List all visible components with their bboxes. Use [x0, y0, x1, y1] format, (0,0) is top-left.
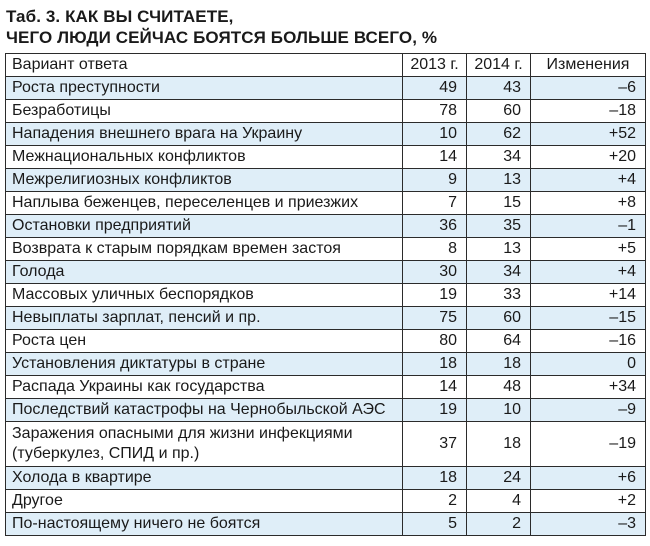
- row-value-2014: 18: [467, 422, 531, 467]
- row-value-2014: 34: [467, 261, 531, 284]
- row-change: –19: [531, 422, 646, 467]
- header-2014: 2014 г.: [467, 54, 531, 77]
- row-value-2013: 5: [403, 513, 467, 536]
- row-value-2013: 80: [403, 330, 467, 353]
- row-value-2013: 37: [403, 422, 467, 467]
- row-label: Массовых уличных беспорядков: [6, 284, 403, 307]
- title-line-2: ЧЕГО ЛЮДИ СЕЙЧАС БОЯТСЯ БОЛЬШЕ ВСЕГО, %: [6, 28, 438, 47]
- row-label: Остановки предприятий: [6, 215, 403, 238]
- table-row: [6, 238, 646, 261]
- row-change: +4: [531, 261, 646, 284]
- table-row: [6, 100, 646, 123]
- row-label: По-настоящему ничего не боятся: [6, 513, 403, 536]
- row-value-2014: 15: [467, 192, 531, 215]
- row-label: Наплыва беженцев, переселенцев и приезжих: [6, 192, 403, 215]
- row-value-2013: 14: [403, 376, 467, 399]
- row-label: Распада Украины как государства: [6, 376, 403, 399]
- table-row: [6, 490, 646, 513]
- row-value-2013: 30: [403, 261, 467, 284]
- table-row: [6, 169, 646, 192]
- survey-table: [5, 53, 646, 536]
- row-change: +6: [531, 467, 646, 490]
- row-change: –9: [531, 399, 646, 422]
- row-value-2014: 64: [467, 330, 531, 353]
- row-label: Установления диктатуры в стране: [6, 353, 403, 376]
- row-value-2013: 19: [403, 399, 467, 422]
- row-value-2014: 60: [467, 100, 531, 123]
- row-label: Роста преступности: [6, 77, 403, 100]
- row-label: Возврата к старым порядкам времен застоя: [6, 238, 403, 261]
- row-label: Межнациональных конфликтов: [6, 146, 403, 169]
- table-row: [6, 513, 646, 536]
- row-value-2014: 33: [467, 284, 531, 307]
- table-title: [6, 6, 650, 48]
- row-value-2014: 60: [467, 307, 531, 330]
- header-change: Изменения: [531, 54, 646, 77]
- row-label: Другое: [6, 490, 403, 513]
- table-row: [6, 330, 646, 353]
- row-value-2013: 75: [403, 307, 467, 330]
- row-value-2014: 35: [467, 215, 531, 238]
- table-row: [6, 376, 646, 399]
- row-change: –18: [531, 100, 646, 123]
- row-value-2014: 13: [467, 169, 531, 192]
- row-change: +34: [531, 376, 646, 399]
- row-value-2013: 8: [403, 238, 467, 261]
- row-change: +2: [531, 490, 646, 513]
- row-label: Межрелигиозных конфликтов: [6, 169, 403, 192]
- header-2013: 2013 г.: [403, 54, 467, 77]
- row-value-2013: 18: [403, 353, 467, 376]
- row-label: Голода: [6, 261, 403, 284]
- table-row: [6, 422, 646, 467]
- row-value-2013: 18: [403, 467, 467, 490]
- table-row: [6, 467, 646, 490]
- row-value-2014: 62: [467, 123, 531, 146]
- row-value-2013: 9: [403, 169, 467, 192]
- row-value-2013: 2: [403, 490, 467, 513]
- row-value-2014: 4: [467, 490, 531, 513]
- table-row: [6, 353, 646, 376]
- row-label: Невыплаты зарплат, пенсий и пр.: [6, 307, 403, 330]
- table-row: [6, 215, 646, 238]
- row-change: –6: [531, 77, 646, 100]
- row-value-2014: 48: [467, 376, 531, 399]
- row-value-2014: 10: [467, 399, 531, 422]
- row-change: +52: [531, 123, 646, 146]
- header-row: [6, 54, 646, 77]
- row-change: +4: [531, 169, 646, 192]
- row-value-2013: 49: [403, 77, 467, 100]
- row-value-2013: 14: [403, 146, 467, 169]
- table-row: [6, 399, 646, 422]
- row-change: –15: [531, 307, 646, 330]
- table-row: [6, 123, 646, 146]
- table-row: [6, 146, 646, 169]
- table-row: [6, 192, 646, 215]
- row-value-2014: 43: [467, 77, 531, 100]
- row-label: Нападения внешнего врага на Украину: [6, 123, 403, 146]
- row-change: +5: [531, 238, 646, 261]
- row-value-2013: 10: [403, 123, 467, 146]
- table-row: [6, 77, 646, 100]
- row-label: Последствий катастрофы на Чернобыльской АЭС: [6, 399, 403, 422]
- row-change: –3: [531, 513, 646, 536]
- row-label: Безработицы: [6, 100, 403, 123]
- table-row: [6, 307, 646, 330]
- row-value-2014: 2: [467, 513, 531, 536]
- row-value-2013: 7: [403, 192, 467, 215]
- row-value-2014: 34: [467, 146, 531, 169]
- row-change: 0: [531, 353, 646, 376]
- row-value-2014: 18: [467, 353, 531, 376]
- row-value-2014: 24: [467, 467, 531, 490]
- table-row: [6, 261, 646, 284]
- row-value-2013: 19: [403, 284, 467, 307]
- row-value-2013: 78: [403, 100, 467, 123]
- row-change: –1: [531, 215, 646, 238]
- row-value-2014: 13: [467, 238, 531, 261]
- row-label: Холода в квартире: [6, 467, 403, 490]
- row-change: –16: [531, 330, 646, 353]
- row-change: +14: [531, 284, 646, 307]
- row-change: +8: [531, 192, 646, 215]
- row-change: +20: [531, 146, 646, 169]
- table-row: [6, 284, 646, 307]
- row-label: Роста цен: [6, 330, 403, 353]
- title-line-1: Таб. 3. КАК ВЫ СЧИТАЕТЕ,: [6, 7, 234, 26]
- row-value-2013: 36: [403, 215, 467, 238]
- row-label: Заражения опасными для жизни инфекциями (туберкулез, СПИД и пр.): [6, 422, 403, 467]
- header-option: Вариант ответа: [6, 54, 403, 77]
